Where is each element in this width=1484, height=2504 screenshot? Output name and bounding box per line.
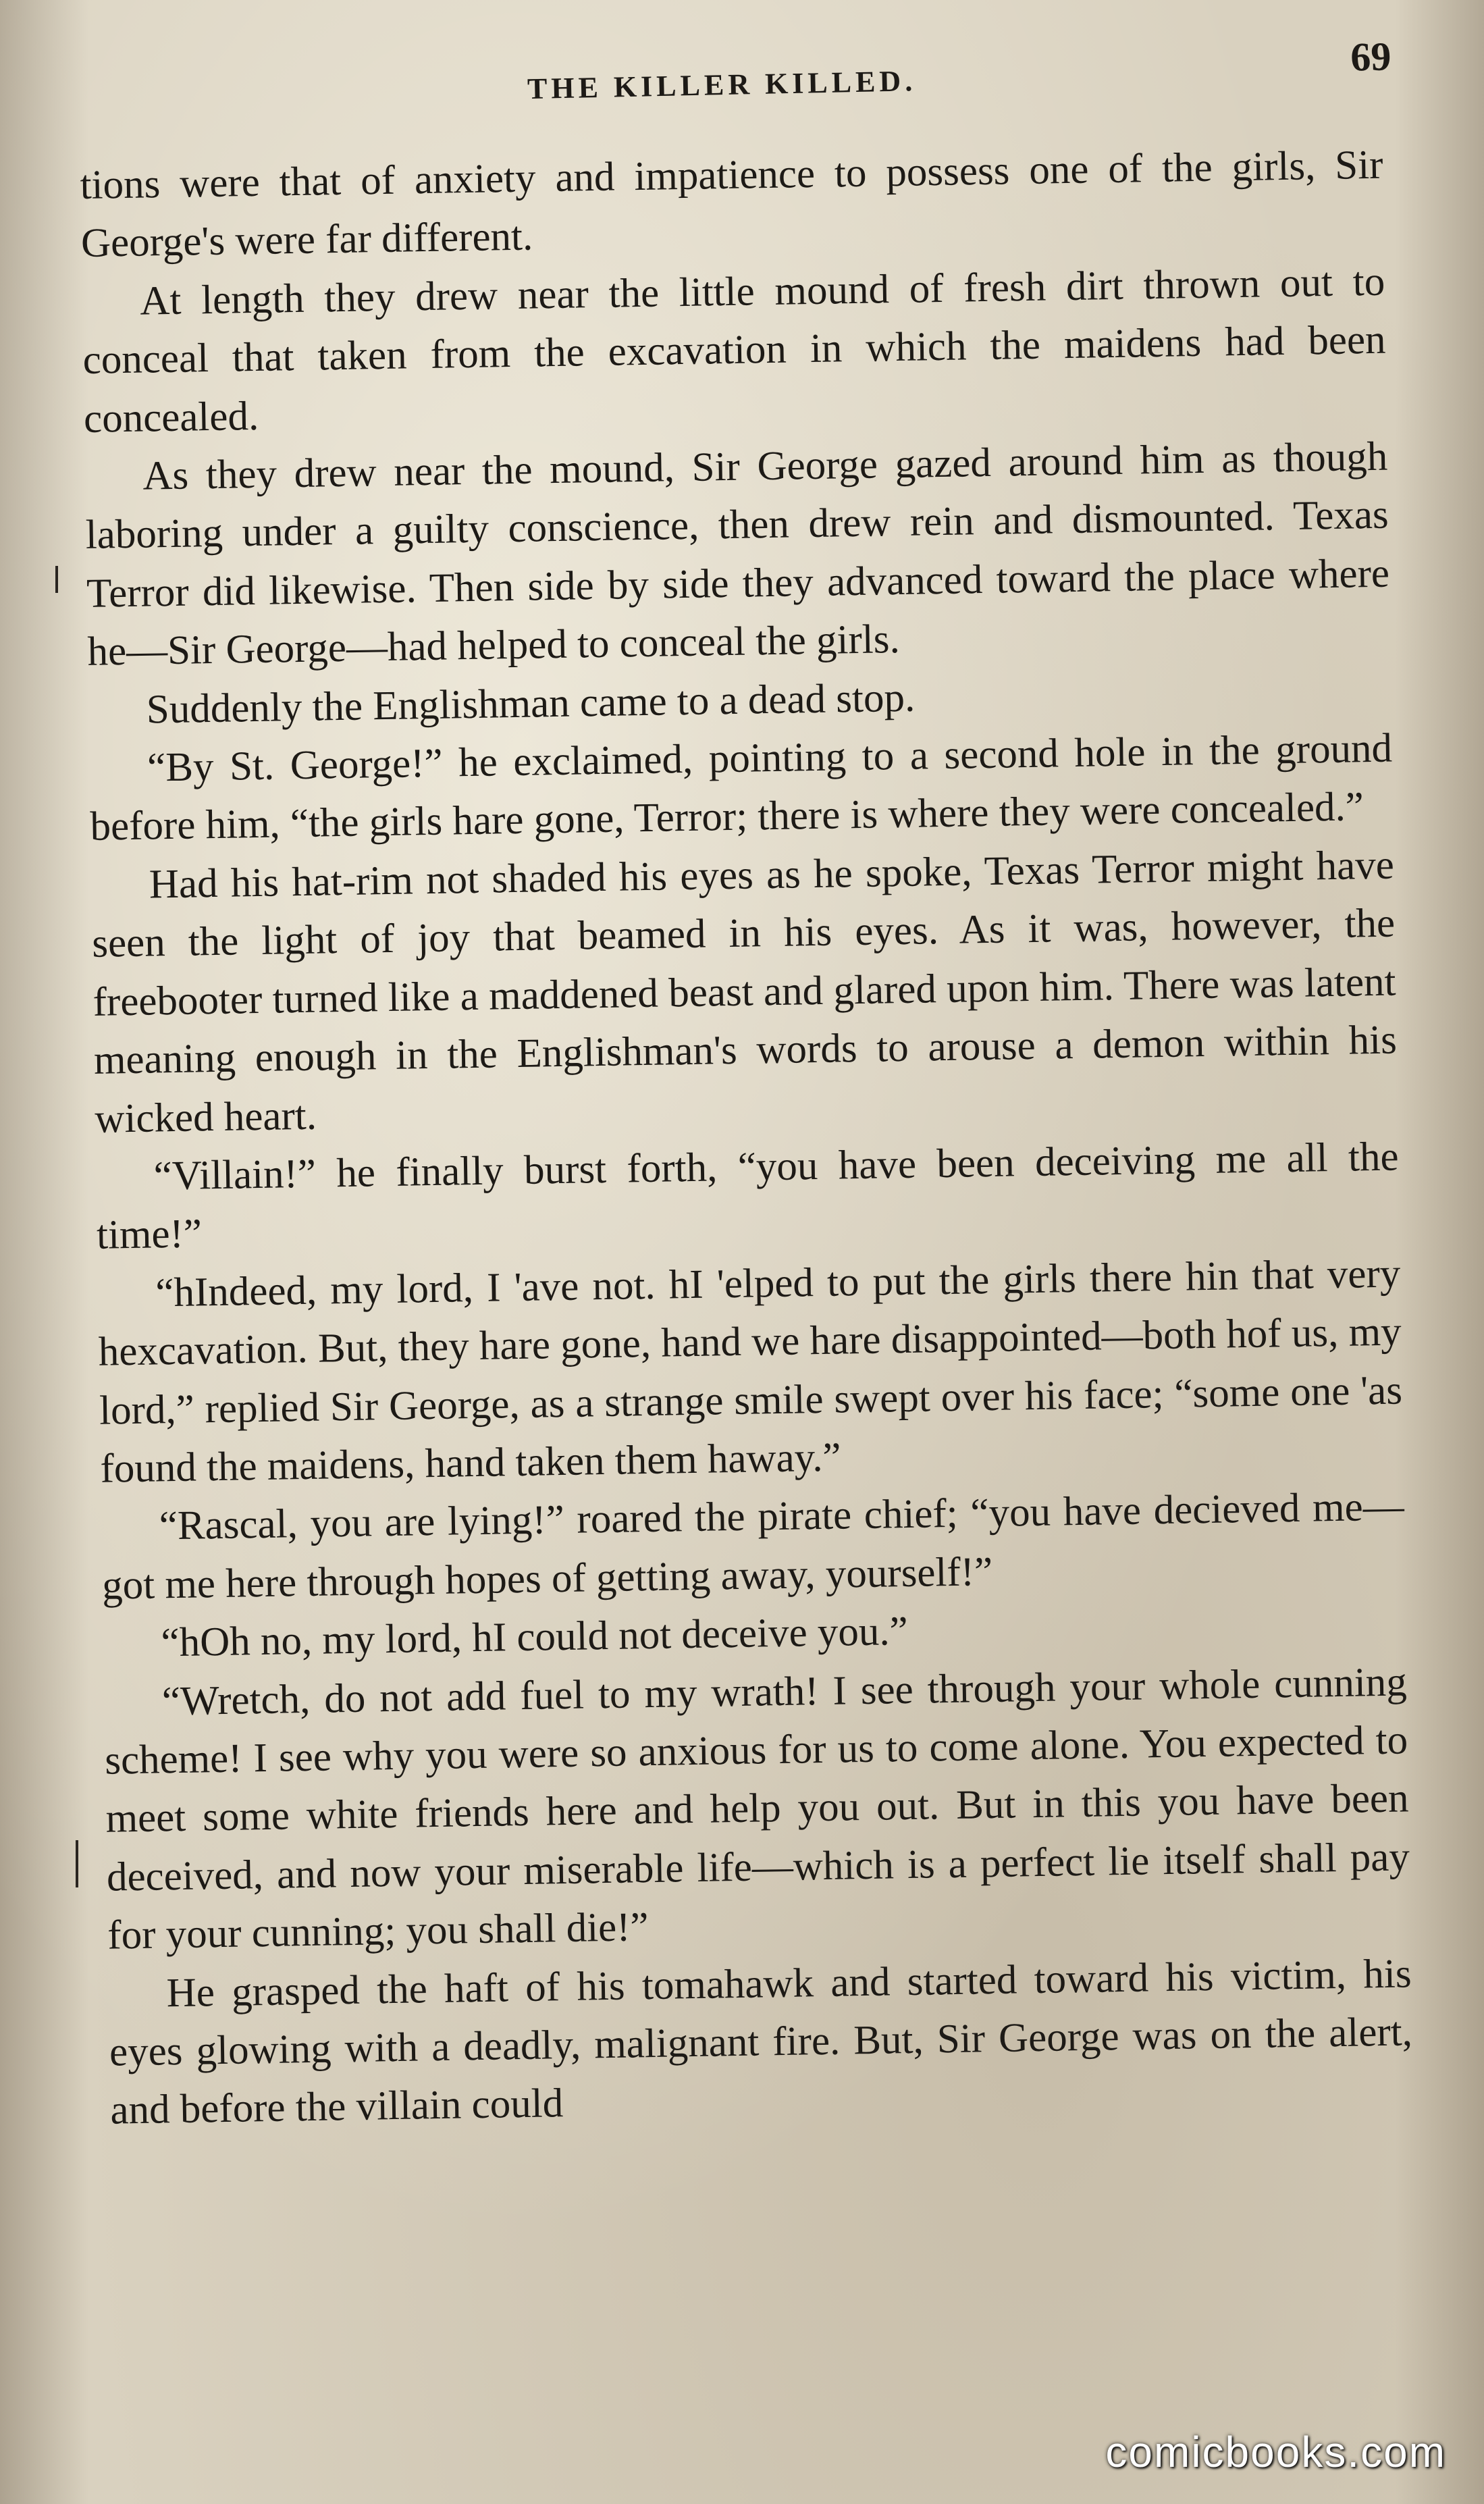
paragraph: “By St. George!” he exclaimed, pointing to a second hole in the ground before him, “the girls hare gone, Terror; there is where they were concealed.” [90,725,1393,850]
paragraph: “Villain!” he finally burst forth, “you have been deceiving me all the time!” [96,1134,1400,1259]
margin-mark [55,566,58,593]
page-number: 69 [1350,34,1392,80]
paragraph: He grasped the haft of his tomahawk and started toward his victim, his eyes glowing with a deadly, malignant fire. But, Sir George was on the alert, and before the villain could [109,1950,1413,2134]
running-head: THE KILLER KILLED. [527,64,917,106]
paragraph: Suddenly the Englishman came to a dead stop. [146,675,916,733]
paragraph: “Rascal, you are lying!” roared the pirate chief; “you have decieved me—got me here through hopes of getting away, yourself!” [101,1484,1405,1609]
paragraph: Had his hat-rim not shaded his eyes as he spoke, Texas Terror might have seen the light of joy that beamed in his eyes. As it was, however, the freebooter turned like a maddened beast and glared upon him. There was latent meaning enough in the Englishman's words to arouse a demon within his wicked heart. [91,842,1398,1142]
page-header [81,33,1399,135]
paragraph: As they drew near the mound, Sir George gazed around him as though laboring under a guilty conscience, then drew rein and dismounted. Texas Terror did likewise. Then side by side they advanced toward the place where he—Sir George—had helped to conceal the girls. [85,434,1390,675]
margin-mark [76,1840,78,1887]
paragraph: At length they drew near the little mound of fresh dirt thrown out to conceal that taken from the excavation in which the maidens had been concealed. [82,259,1387,442]
paragraph: “Wretch, do not add fuel to my wrath! I see through your whole cunning scheme! I see why you were so anxious for us to come alone. You expected to meet some white friends here and help you out. But in this you have been deceived, and now your miserable life—which is a perfect lie itself shall pay for your cunning; you shall die!” [104,1659,1410,1958]
body-text [80,136,1414,2141]
paragraph: “hOh no, my lord, hI could not deceive you.” [161,1609,909,1666]
paragraph: tions were that of anxiety and impatience to possess one of the girls, Sir George's were far different. [80,142,1383,267]
paragraph: “hIndeed, my lord, I 'ave not. hI 'elped to put the girls there hin that very hexcavation. But, they hare gone, hand we hare disappointed—both hof us, my lord,” replied Sir George, as a strange smile swept over his face; “some one 'as found the maidens, hand taken them haway.” [98,1251,1403,1492]
watermark: comicbooks.com [1105,2428,1446,2476]
